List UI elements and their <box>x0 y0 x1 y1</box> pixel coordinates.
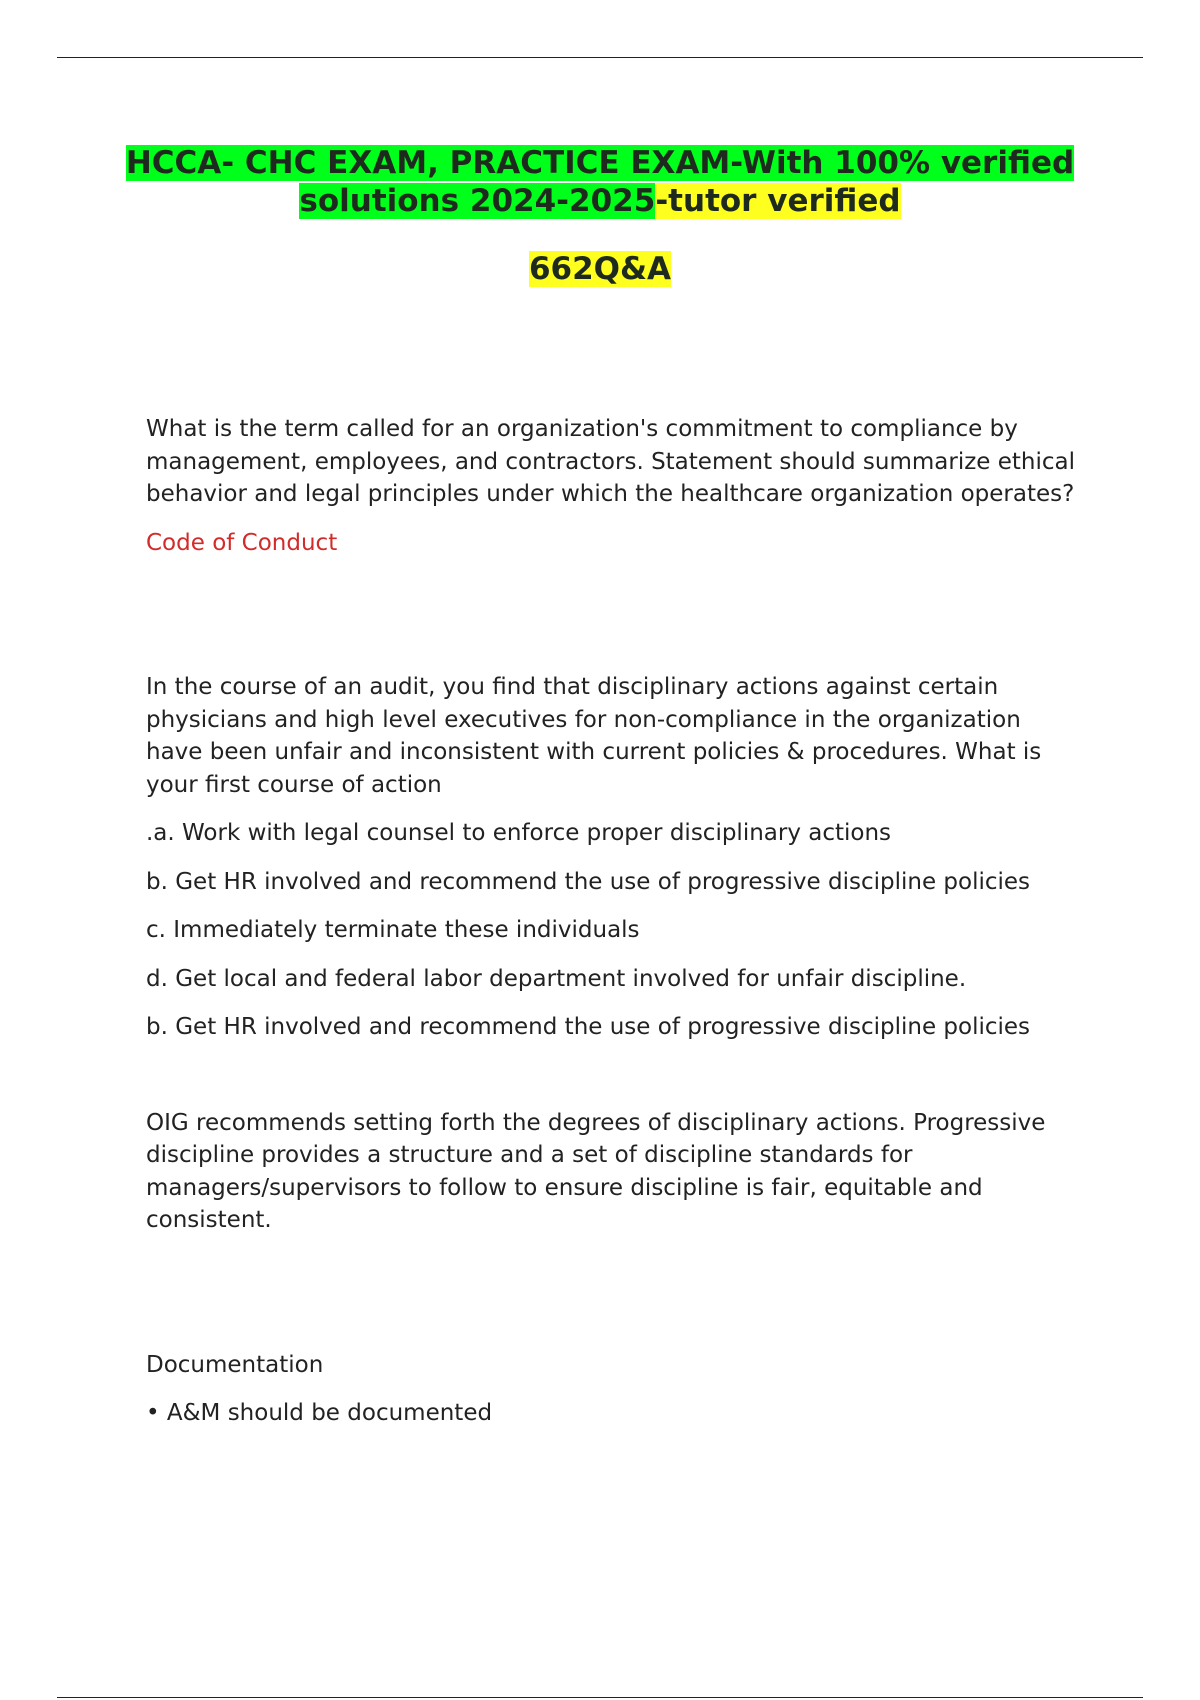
document-title <box>57 144 1143 220</box>
spacer <box>146 575 1076 671</box>
bottom-rule <box>57 1697 1143 1698</box>
subtitle-highlight: 662Q&A <box>528 251 672 287</box>
bullet-item: • A&M should be documented <box>146 1400 493 1426</box>
option-a: .a. Work with legal counsel to enforce proper disciplinary actions <box>146 820 892 846</box>
answer-1: Code of Conduct <box>146 529 338 556</box>
option-d: d. Get local and federal labor department involved for unfair discipline. <box>146 965 967 992</box>
title-yellow-highlight: -tutor verified <box>655 183 901 219</box>
question-2: In the course of an audit, you find that disciplinary actions against certain physicians and high level executives for non-compliance in the organization have been unfair and inconsistent with current policies & procedures. What is your first course of action <box>146 674 1042 798</box>
spacer <box>146 1060 1076 1107</box>
document-subtitle <box>57 250 1143 288</box>
question-1: What is the term called for an organization's commitment to compliance by management, employees, and contractors. Statement should summarize ethical behavior and legal principles under which the healthcare organization operates? <box>146 416 1076 507</box>
answer-2: b. Get HR involved and recommend the use of progressive discipline policies <box>146 1014 1031 1040</box>
spacer <box>146 1253 1076 1349</box>
option-b: b. Get HR involved and recommend the use of progressive discipline policies <box>146 868 1031 895</box>
qa-content <box>146 413 1076 1446</box>
title-green-highlight: HCCA- CHC EXAM, PRACTICE EXAM-With 100% verified solutions 2024-2025 <box>125 145 1075 219</box>
explanation-2: OIG recommends setting forth the degrees of disciplinary actions. Progressive discipline provides a structure and a set of discipline standards for managers/supervisors to follow to ensure discipline is fair, equitable and consistent. <box>146 1109 1046 1233</box>
top-rule <box>57 57 1143 58</box>
option-c: c. Immediately terminate these individuals <box>146 917 640 943</box>
question-3-heading: Documentation <box>146 1351 324 1378</box>
